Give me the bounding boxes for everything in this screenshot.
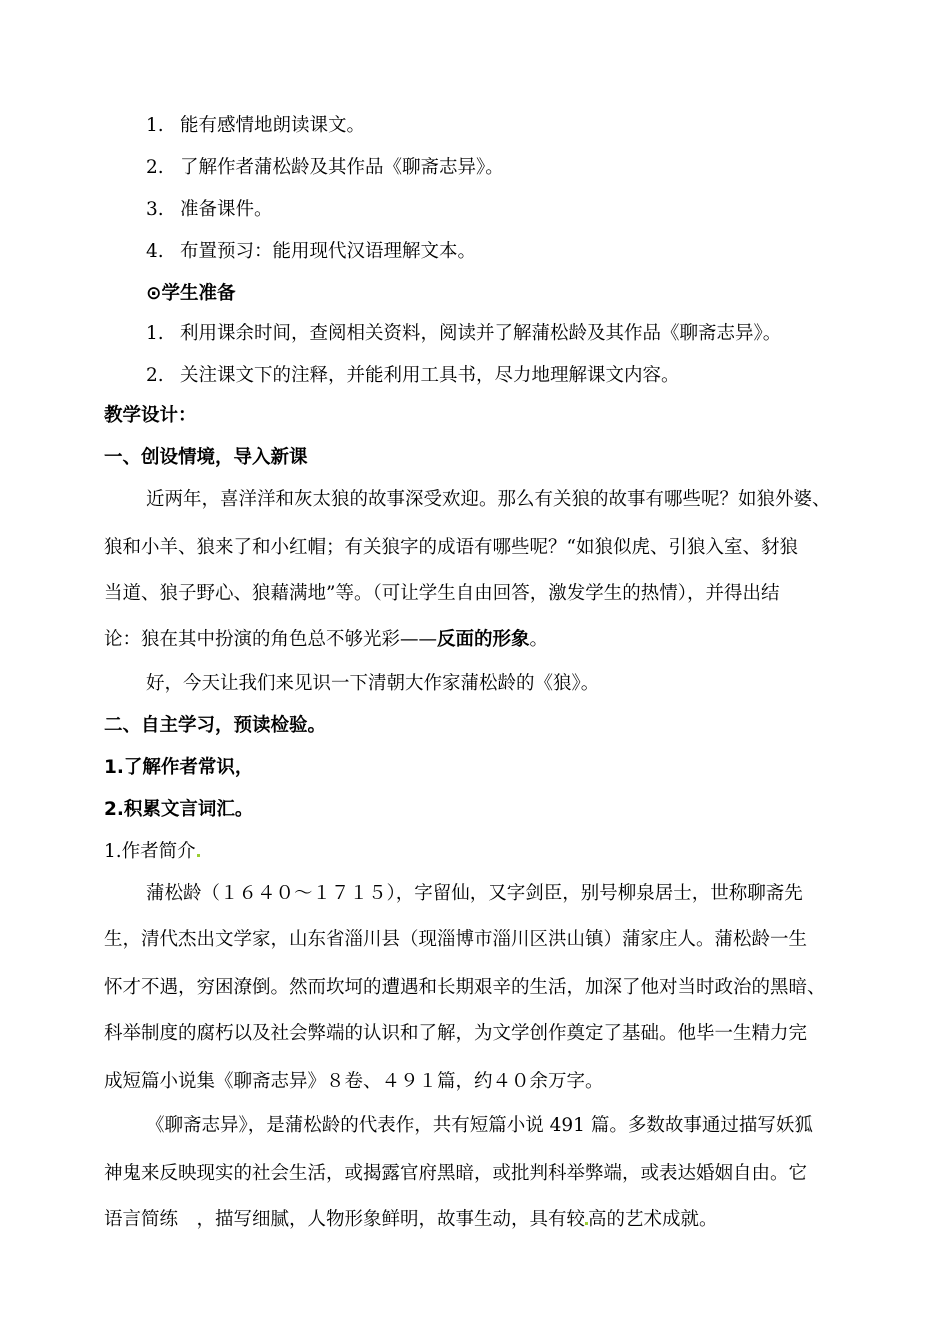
paragraph-line: 成短篇小说集《聊斋志异》８卷、４９１篇，约４０余万字。 xyxy=(104,1071,604,1092)
list-item: 2. 了解作者蒲松龄及其作品《聊斋志异》。 xyxy=(146,157,504,178)
student-prep-heading: ⊙学生准备 xyxy=(146,283,236,304)
subheading: 2.积累文言词汇。 xyxy=(104,799,254,820)
paragraph-line: 语言简练 ，描写细腻，人物形象鲜明，故事生动，具有较 高的艺术成就。 xyxy=(104,1209,718,1230)
emphasis-text: 反面的形象 xyxy=(437,629,530,650)
list-item: 3. 准备课件。 xyxy=(146,199,273,220)
paragraph-line: 近两年，喜洋洋和灰太狼的故事深受欢迎。那么有关狼的故事有哪些呢？如狼外婆、 xyxy=(146,489,831,510)
marker-dot xyxy=(197,854,200,857)
subheading: 1.了解作者常识， xyxy=(104,757,254,778)
paragraph-line: 狼和小羊、狼来了和小红帽；有关狼字的成语有哪些呢？“如狼似虎、引狼入室、豺狼 xyxy=(104,537,798,558)
paragraph-line: 蒲松龄（１６４０～１７１５），字留仙，又字剑臣，别号柳泉居士，世称聊斋先 xyxy=(146,883,803,904)
author-intro-label: 1.作者简介 xyxy=(104,840,200,864)
paragraph-line: 神鬼来反映现实的社会生活，或揭露官府黑暗，或批判科举弊端，或表达婚姻自由。它 xyxy=(104,1163,808,1184)
paragraph-line: 生，清代杰出文学家，山东省淄川县（现淄博市淄川区洪山镇）蒲家庄人。蒲松龄一生 xyxy=(104,929,808,950)
design-heading: 教学设计： xyxy=(104,405,197,426)
list-item: 4. 布置预习：能用现代汉语理解文本。 xyxy=(146,241,477,262)
list-item: 2. 关注课文下的注释，并能利用工具书，尽力地理解课文内容。 xyxy=(146,365,680,386)
paragraph-line: 论：狼在其中扮演的角色总不够光彩——反面的形象。 xyxy=(104,629,549,650)
paragraph-line: 好，今天让我们来见识一下清朝大作家蒲松龄的《狼》。 xyxy=(146,673,600,694)
paragraph-line: 怀才不遇，穷困潦倒。然而坎坷的遭遇和长期艰辛的生活，加深了他对当时政治的黑暗、 xyxy=(104,977,826,998)
paragraph-line: 科举制度的腐朽以及社会弊端的认识和了解，为文学创作奠定了基础。他毕一生精力完 xyxy=(104,1023,808,1044)
section-heading: 一、创设情境，导入新课 xyxy=(104,447,308,468)
list-item: 1. 能有感情地朗读课文。 xyxy=(146,115,366,136)
list-item: 1. 利用课余时间，查阅相关资料，阅读并了解蒲松龄及其作品《聊斋志异》。 xyxy=(146,323,782,344)
paragraph-line: 《聊斋志异》，是蒲松龄的代表作，共有短篇小说 491 篇。多数故事通过描写妖狐 xyxy=(146,1115,813,1136)
paragraph-line: 当道、狼子野心、狼藉满地”等。（可让学生自由回答，激发学生的热情），并得出结 xyxy=(104,583,780,604)
section-heading: 二、自主学习，预读检验。 xyxy=(104,715,327,736)
